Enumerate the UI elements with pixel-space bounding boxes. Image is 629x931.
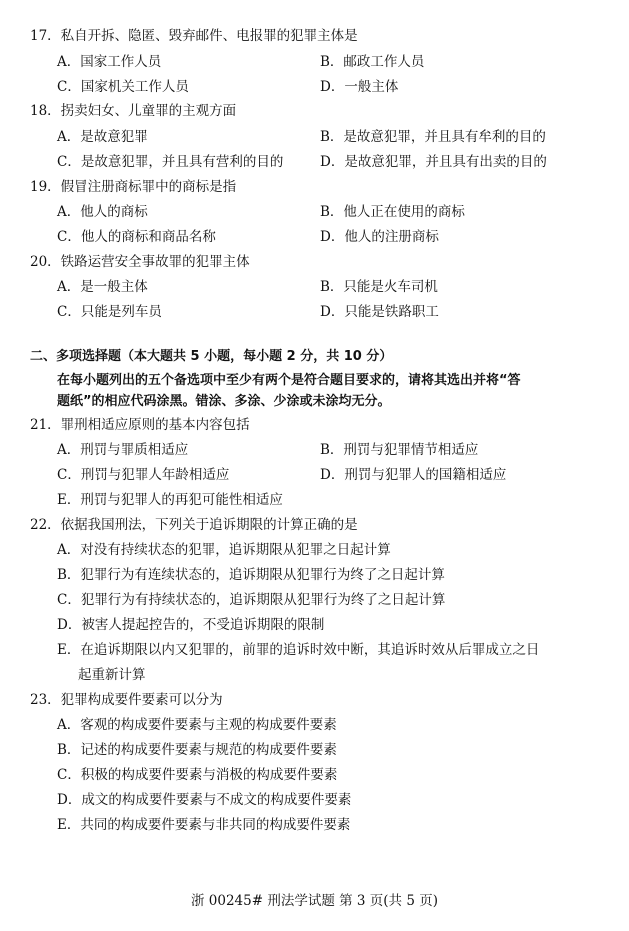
q20-option-b: B．只能是火车司机: [320, 279, 438, 295]
q19-option-a: A．他人的商标: [57, 204, 148, 220]
question-23-stem: 23．犯罪构成要件要素可以分为: [30, 692, 223, 708]
q23-option-e: E．共同的构成要件要素与非共同的构成要件要素: [57, 817, 351, 833]
section-2-instruction-line1: 在每小题列出的五个备选项中至少有两个是符合题目要求的，请将其选出并将“答: [57, 373, 521, 388]
q17-option-c: C．国家机关工作人员: [57, 79, 189, 95]
q21-option-a: A．刑罚与罪质相适应: [57, 442, 189, 458]
q23-option-c: C．积极的构成要件要素与消极的构成要件要素: [57, 767, 338, 783]
q21-option-c: C．刑罚与犯罪人年龄相适应: [57, 467, 230, 483]
q21-option-e: E．刑罚与犯罪人的再犯可能性相适应: [57, 492, 283, 508]
q23-option-d: D．成文的构成要件要素与不成文的构成要件要素: [57, 792, 352, 808]
question-20-stem: 20．铁路运营安全事故罪的犯罪主体: [30, 254, 250, 270]
q18-option-c: C．是故意犯罪，并且具有营利的目的: [57, 154, 284, 170]
q22-option-c: C．犯罪行为有持续状态的，追诉期限从犯罪行为终了之日起计算: [57, 592, 446, 608]
q22-option-a: A．对没有持续状态的犯罪，追诉期限从犯罪之日起计算: [57, 542, 391, 558]
q22-option-b: B．犯罪行为有连续状态的，追诉期限从犯罪行为终了之日起计算: [57, 567, 445, 583]
q20-option-d: D．只能是铁路职工: [320, 304, 439, 320]
section-2-title: 二、多项选择题（本大题共 5 小题，每小题 2 分，共 10 分）: [30, 349, 393, 364]
q23-option-b: B．记述的构成要件要素与规范的构成要件要素: [57, 742, 337, 758]
q17-option-b: B．邮政工作人员: [320, 54, 425, 70]
q22-option-d: D．被害人提起控告的，不受追诉期限的限制: [57, 617, 325, 633]
q19-option-c: C．他人的商标和商品名称: [57, 229, 216, 245]
q17-option-a: A．国家工作人员: [57, 54, 162, 70]
q18-option-b: B．是故意犯罪，并且具有牟利的目的: [320, 129, 546, 145]
question-19-stem: 19．假冒注册商标罪中的商标是指: [30, 179, 237, 195]
q19-option-b: B．他人正在使用的商标: [320, 204, 465, 220]
q18-option-d: D．是故意犯罪，并且具有出卖的目的: [320, 154, 547, 170]
question-21-stem: 21．罪刑相适应原则的基本内容包括: [30, 417, 250, 433]
q22-option-e: E．在追诉期限以内又犯罪的，前罪的追诉时效中断，其追诉时效从后罪成立之日: [57, 642, 540, 658]
q18-option-a: A．是故意犯罪: [57, 129, 148, 145]
question-17-stem: 17．私自开拆、隐匿、毁弃邮件、电报罪的犯罪主体是: [30, 28, 358, 44]
q20-option-a: A．是一般主体: [57, 279, 148, 295]
q21-option-b: B．刑罚与犯罪情节相适应: [320, 442, 479, 458]
q23-option-a: A．客观的构成要件要素与主观的构成要件要素: [57, 717, 337, 733]
question-22-stem: 22．依据我国刑法，下列关于追诉期限的计算正确的是: [30, 517, 358, 533]
section-2-instruction-line2: 题纸”的相应代码涂黑。错涂、多涂、少涂或未涂均无分。: [57, 394, 391, 409]
q20-option-c: C．只能是列车员: [57, 304, 162, 320]
q17-option-d: D．一般主体: [320, 79, 399, 95]
question-18-stem: 18．拐卖妇女、儿童罪的主观方面: [30, 103, 237, 119]
q19-option-d: D．他人的注册商标: [320, 229, 439, 245]
page-footer: 浙 00245# 刑法学试题 第 3 页(共 5 页): [190, 893, 438, 909]
q22-option-e-continued: 起重新计算: [78, 667, 146, 683]
q21-option-d: D．刑罚与犯罪人的国籍相适应: [320, 467, 507, 483]
